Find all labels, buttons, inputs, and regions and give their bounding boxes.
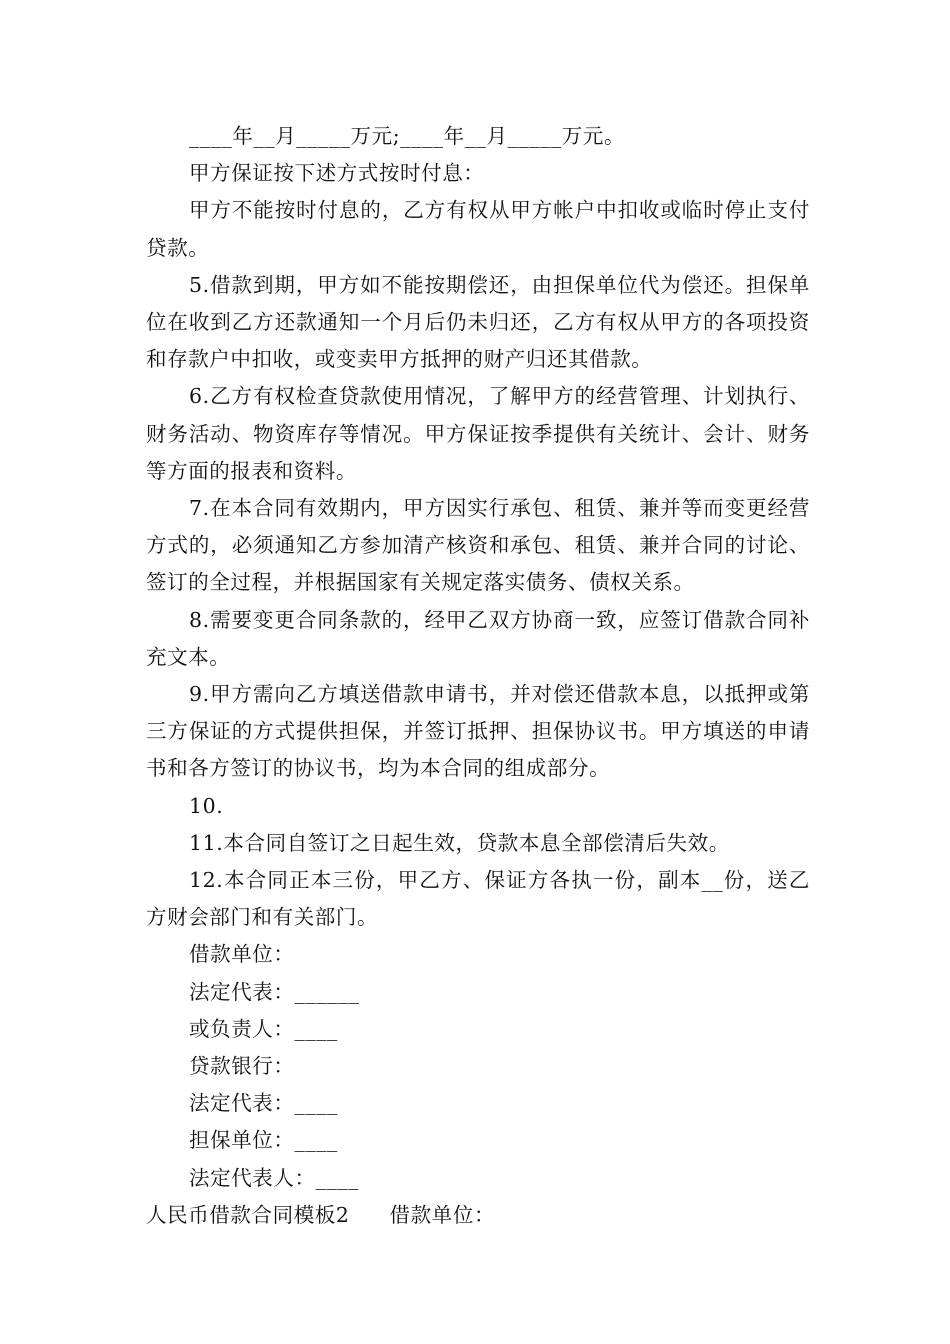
clause-10: 10. <box>189 793 224 818</box>
document-body <box>146 118 810 1234</box>
clause-9: 9.甲方需向乙方填送借款申请书，并对偿还借款本息，以抵押或第三方保证的方式提供担保，并签订抵押、担保协议书。甲方填送的申请书和各方签订的协议书，均为本合同的组成部分。 <box>146 682 810 781</box>
paragraph-late-interest: 甲方不能按时付息的，乙方有权从甲方帐户中扣收或临时停止支付贷款。 <box>146 198 810 260</box>
signature-legal-rep-guarantor: 法定代表人：____ <box>189 1165 359 1190</box>
clause-6: 6.乙方有权检查贷款使用情况，了解甲方的经营管理、计划执行、财务活动、物资库存等情况。甲方保证按季提供有关统计、会计、财务等方面的报表和资料。 <box>146 384 810 483</box>
template-title: 人民币借款合同模板2 <box>146 1202 350 1227</box>
signature-responsible-person: 或负责人：____ <box>189 1016 338 1041</box>
clause-5: 5.借款到期，甲方如不能按期偿还，由担保单位代为偿还。担保单位在收到乙方还款通知一个月后仍未归还，乙方有权从甲方的各项投资和存款户中扣收，或变卖甲方抵押的财产归还其借款。 <box>146 272 810 372</box>
signature-borrower: 借款单位： <box>189 942 295 967</box>
paragraph-payment-schedule: ____年__月_____万元;____年__月_____万元。 <box>189 124 626 148</box>
clause-12: 12.本合同正本三份，甲乙方、保证方各执一份，副本__份，送乙方财会部门和有关部门。 <box>146 868 810 930</box>
next-template-heading <box>146 1197 810 1234</box>
signature-lender-bank: 贷款银行： <box>189 1054 295 1079</box>
clause-11: 11.本合同自签订之日起生效，贷款本息全部偿清后失效。 <box>189 830 730 855</box>
clause-8: 8.需要变更合同条款的，经甲乙双方协商一致，应签订借款合同补充文本。 <box>146 607 810 669</box>
signature-legal-rep-borrower: 法定代表：______ <box>189 979 360 1004</box>
signature-legal-rep-bank: 法定代表：____ <box>189 1091 338 1116</box>
next-borrower-label: 借款单位： <box>389 1202 496 1227</box>
clause-7: 7.在本合同有效期内，甲方因实行承包、租赁、兼并等而变更经营方式的，必须通知乙方参加清产核资和承包、租赁、兼并合同的讨论、签订的全过程，并根据国家有关规定落实债务、债权关系。 <box>146 496 810 595</box>
signature-guarantor: 担保单位：____ <box>189 1128 338 1153</box>
paragraph-interest-method: 甲方保证按下述方式按时付息： <box>189 161 485 186</box>
